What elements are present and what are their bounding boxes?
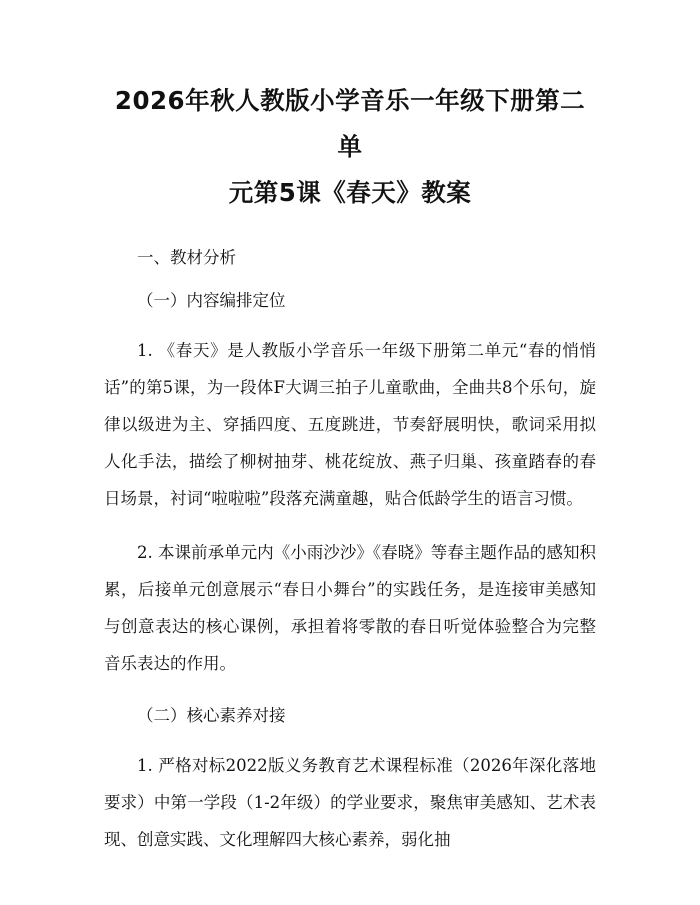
paragraph-2: 2. 本课前承单元内《小雨沙沙》《春晓》等春主题作品的感知积累，后接单元创意展示“春日小舞台”的实践任务，是连接审美感知与创意表达的核心课例，承担着将零散的春日听觉体验整合为完整音乐表达的作用。 <box>104 543 596 673</box>
paragraph-1: 1. 《春天》是人教版小学音乐一年级下册第二单元“春的悄悄话”的第5课，为一段体F大调三拍子儿童歌曲，全曲共8个乐句，旋律以级进为主、穿插四度、五度跳进，节奏舒展明快，歌词采用拟人化手法，描绘了柳树抽芽、桃花绽放、燕子归巢、孩童踏春的春日场景，衬词“啦啦啦”段落充满童趣，贴合低龄学生的语言习惯。 <box>104 341 596 508</box>
title-line-1: 2026年秋人教版小学音乐一年级下册第二单 <box>114 86 586 161</box>
title-line-2: 元第5课《春天》教案 <box>228 178 472 207</box>
subsection-heading-content-positioning: （一）内容编排定位 <box>137 291 286 310</box>
section-heading-textbook-analysis: 一、教材分析 <box>137 248 236 267</box>
paragraph-3: 1. 严格对标2022版义务教育艺术课程标准（2026年深化落地要求）中第一学段（1-2年级）的学业要求，聚焦审美感知、艺术表现、创意实践、文化理解四大核心素养，弱化抽 <box>104 756 596 849</box>
document-title <box>104 78 596 216</box>
subsection-heading-core-literacy: （二）核心素养对接 <box>137 706 286 725</box>
